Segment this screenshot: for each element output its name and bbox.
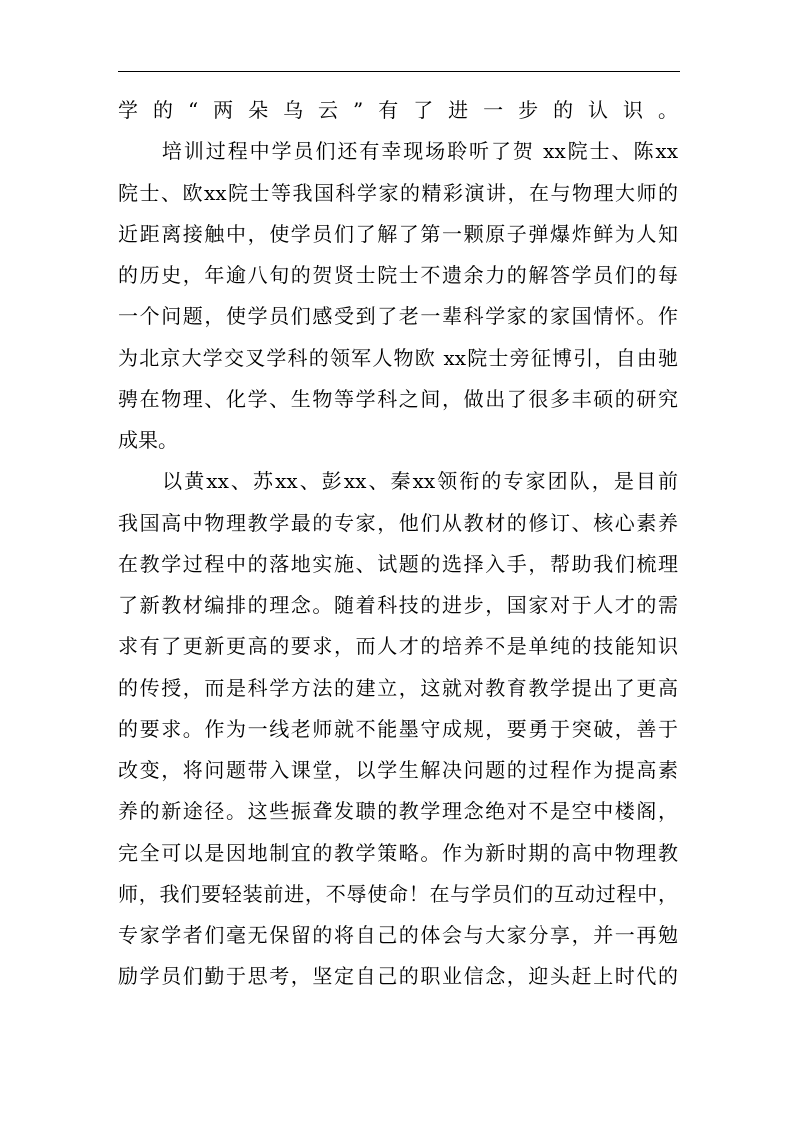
text-line: 骋在物理、化学、生物等学科之间，做出了很多丰硕的研究 (118, 386, 678, 411)
text-line: 求有了更新更高的要求，而人才的培养不是单纯的技能知识 (118, 634, 678, 659)
text-line: 养的新途径。这些振聋发聩的教学理念绝对不是空中楼阁， (118, 799, 678, 824)
body-text (118, 90, 678, 998)
text-line: 在教学过程中的落地实施、试题的选择入手，帮助我们梳理 (118, 551, 678, 576)
text-line: 院士、欧xx院士等我国科学家的精彩演讲，在与物理大师的 (118, 180, 678, 205)
text-line: 我国高中物理教学最的专家，他们从教材的修订、核心素养 (118, 510, 678, 535)
text-line: 师，我们要轻装前进，不辱使命！在与学员们的互动过程中， (118, 881, 678, 906)
text-line: 学的“两朵乌云”有了进一步的认识。 (118, 98, 678, 122)
text-line: 以黄xx、苏xx、彭xx、秦xx领衔的专家团队，是目前 (118, 469, 678, 494)
text-line: 培训过程中学员们还有幸现场聆听了贺 xx院士、陈xx (118, 139, 678, 164)
text-line: 成果。 (118, 428, 178, 452)
text-line: 的要求。作为一线老师就不能墨守成规，要勇于突破，善于 (118, 716, 678, 741)
text-line: 完全可以是因地制宜的教学策略。作为新时期的高中物理教 (118, 840, 678, 865)
text-line: 改变，将问题带入课堂，以学生解决问题的过程作为提高素 (118, 758, 678, 782)
header-rule (118, 71, 680, 72)
text-line: 的传授，而是科学方法的建立，这就对教育教学提出了更高 (118, 675, 678, 700)
text-line: 近距离接触中，使学员们了解了第一颗原子弹爆炸鲜为人知 (118, 221, 678, 246)
text-line: 了新教材编排的理念。随着科技的进步，国家对于人才的需 (118, 593, 678, 617)
text-line: 励学员们勤于思考，坚定自己的职业信念，迎头赶上时代的 (118, 964, 678, 989)
text-line: 为北京大学交叉学科的领军人物欧 xx院士旁征博引，自由驰 (118, 345, 678, 370)
text-line: 的历史，年逾八旬的贺贤士院士不遗余力的解答学员们的每 (118, 263, 678, 287)
text-line: 一个问题，使学员们感受到了老一辈科学家的家国情怀。作 (118, 304, 678, 329)
text-line: 专家学者们毫无保留的将自己的体会与大家分享，并一再勉 (118, 923, 678, 947)
